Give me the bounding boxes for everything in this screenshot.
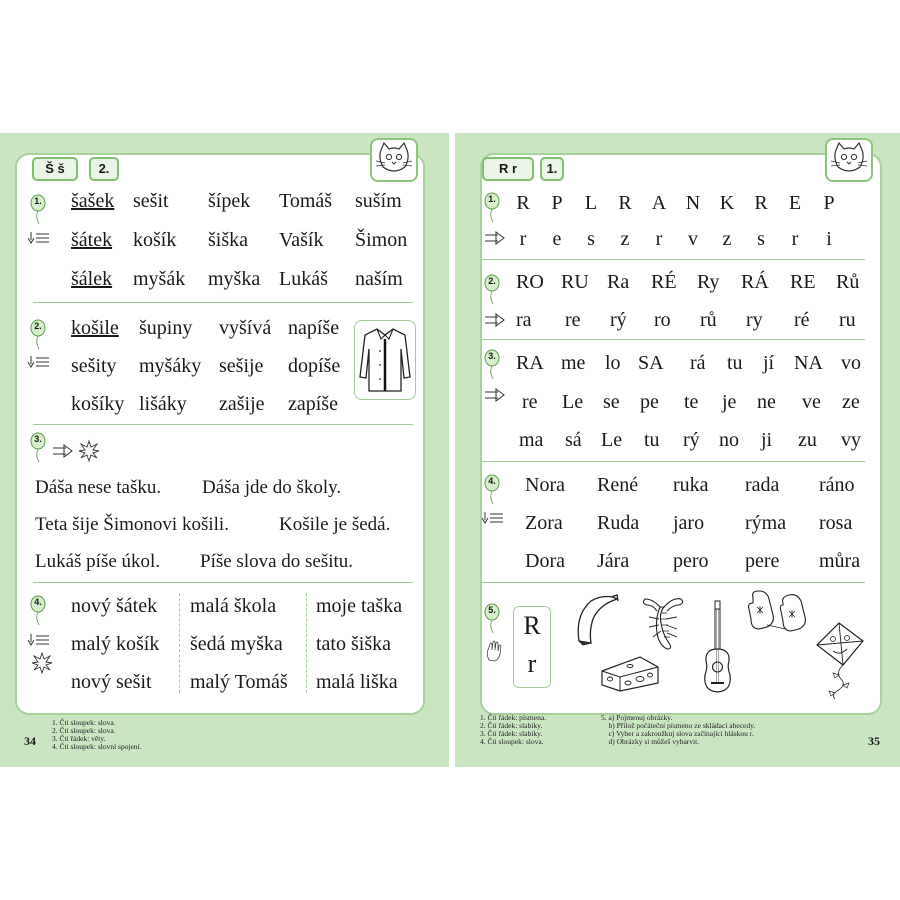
letter: r xyxy=(791,228,799,250)
letter: s xyxy=(757,228,765,250)
letter: N xyxy=(685,192,701,214)
shirt-icon xyxy=(355,321,415,399)
exercise-number: 1. xyxy=(34,196,42,206)
syllable: rů xyxy=(700,309,717,331)
balloon-icon xyxy=(484,350,502,380)
syllable: NA xyxy=(794,352,823,374)
balloon-icon xyxy=(30,433,48,463)
letter: s xyxy=(587,228,595,250)
syllable: ma xyxy=(519,429,544,451)
syllable: je xyxy=(722,391,737,413)
word: můra xyxy=(819,550,861,572)
syllable: vo xyxy=(841,352,861,374)
syllable: ze xyxy=(842,391,860,413)
letter: E xyxy=(788,192,802,214)
word: Dora xyxy=(525,550,565,572)
letter-card xyxy=(513,606,551,688)
syllable: ne xyxy=(757,391,776,413)
word: pere xyxy=(745,550,780,572)
star-burst-icon xyxy=(79,441,99,461)
page-number: 34 xyxy=(24,734,36,748)
word: suším xyxy=(355,190,402,212)
letter: i xyxy=(826,228,832,250)
balloon-icon xyxy=(484,604,502,634)
word: zašije xyxy=(219,393,265,415)
syllable: pe xyxy=(640,391,659,413)
letter: r xyxy=(655,228,663,250)
letter: z xyxy=(620,228,630,250)
syllable: ru xyxy=(839,309,856,331)
syllable: rý xyxy=(683,429,700,451)
word: sešit xyxy=(133,190,169,212)
letter: R xyxy=(754,192,768,214)
syllable: tu xyxy=(727,352,743,374)
word: rýma xyxy=(745,512,787,534)
divider xyxy=(482,259,865,260)
syllable: ra xyxy=(516,309,532,331)
phrase: malý Tomáš xyxy=(190,671,288,693)
letter: P xyxy=(823,192,835,214)
word: Nora xyxy=(525,474,565,496)
word: Šimon xyxy=(355,229,408,251)
phrase: malý košík xyxy=(71,633,160,655)
banana-icon xyxy=(573,593,621,649)
syllable: SA xyxy=(638,352,664,374)
word: šípek xyxy=(208,190,251,212)
exercise-number: 4. xyxy=(488,476,496,486)
letter-tag: R r xyxy=(482,157,534,181)
word: Lukáš xyxy=(279,268,328,290)
syllable: ve xyxy=(802,391,821,413)
word: rada xyxy=(745,474,780,496)
syllable: te xyxy=(684,391,699,413)
exercise-number: 5. xyxy=(488,605,496,615)
syllable: re xyxy=(565,309,581,331)
word: René xyxy=(597,474,639,496)
word: naším xyxy=(355,268,403,290)
letter: z xyxy=(722,228,732,250)
divider xyxy=(482,339,865,340)
exercise-number: 3. xyxy=(488,351,496,361)
syllable: jí xyxy=(763,352,775,374)
balloon-icon xyxy=(484,475,502,505)
arrow-down-lines-icon xyxy=(28,231,50,245)
mittens-icon xyxy=(747,589,809,637)
syllable: RA xyxy=(516,352,544,374)
phrase: malá škola xyxy=(190,595,277,617)
letter: R xyxy=(523,611,541,640)
lesson-number: 1. xyxy=(540,157,564,181)
balloon-icon xyxy=(484,193,502,223)
divider xyxy=(33,302,413,303)
phrase: nový sešit xyxy=(71,671,152,693)
sentence: Košile je šedá. xyxy=(279,514,391,535)
letter: A xyxy=(651,192,667,214)
divider xyxy=(482,461,865,462)
word: sešije xyxy=(219,355,264,377)
word: Vašík xyxy=(279,229,324,251)
word: šiška xyxy=(208,229,248,251)
phrase: malá liška xyxy=(316,671,398,693)
page-number: 35 xyxy=(868,734,880,748)
word: Ruda xyxy=(597,512,640,534)
sentence: Teta šije Šimonovi košili. xyxy=(35,514,229,535)
star-burst-icon xyxy=(32,653,52,673)
cheese-icon xyxy=(600,653,660,693)
instructions: 1. Čti řádek: písmena. 2. Čti řádek: slabiky. 3. Čti řádek: slabiky. 4. Čti sloupek: slova. xyxy=(480,713,547,746)
arrow-down-lines-icon xyxy=(482,511,504,525)
word: myšák xyxy=(133,268,186,290)
letter: K xyxy=(719,192,735,214)
arrow-right-icon xyxy=(484,314,506,326)
letter-tag: Š š xyxy=(32,157,78,181)
page-34 xyxy=(0,133,449,767)
arrow-down-lines-icon xyxy=(28,633,50,647)
letter: R xyxy=(618,192,632,214)
column-divider xyxy=(179,593,180,693)
kite-icon xyxy=(809,621,865,701)
arrow-right-icon xyxy=(52,445,74,457)
divider xyxy=(33,582,413,583)
word: košile xyxy=(71,317,119,339)
divider xyxy=(482,582,865,583)
word: sešity xyxy=(71,355,117,377)
arrow-right-icon xyxy=(484,389,506,401)
syllable: RO xyxy=(516,271,544,293)
syllable: re xyxy=(522,391,538,413)
phrase: nový šátek xyxy=(71,595,158,617)
syllable: Le xyxy=(601,429,623,451)
phrase: moje taška xyxy=(316,595,403,617)
word: ruka xyxy=(673,474,709,496)
letter: R xyxy=(516,192,530,214)
word: jaro xyxy=(673,512,705,534)
word: šašek xyxy=(71,190,115,212)
instructions: 1. Čti sloupek: slova. 2. Čti sloupek: slova. 3. Čti řádek: věty. 4. Čti sloupek: slovní spojení. xyxy=(52,718,142,751)
exercise-number: 1. xyxy=(488,194,496,204)
syllable: vy xyxy=(841,429,861,451)
letter: r xyxy=(527,649,537,678)
word: ráno xyxy=(819,474,855,496)
exercise-number: 4. xyxy=(34,597,42,607)
syllable: Ry xyxy=(697,271,720,293)
word: myška xyxy=(208,268,261,290)
syllable: ré xyxy=(794,309,810,331)
word: dopíše xyxy=(288,355,341,377)
syllable: ro xyxy=(654,309,671,331)
letter: r xyxy=(519,228,527,250)
word: košík xyxy=(133,229,177,251)
arrow-down-lines-icon xyxy=(28,355,50,369)
cat-icon xyxy=(825,138,873,182)
syllable: Le xyxy=(562,391,584,413)
sentence: Dáša nese tašku. xyxy=(35,477,162,498)
syllable: tu xyxy=(644,429,660,451)
balloon-icon xyxy=(30,195,48,225)
phrase: tato šiška xyxy=(316,633,391,655)
word: lišáky xyxy=(139,393,187,415)
letter: P xyxy=(551,192,563,214)
hand-icon xyxy=(485,640,503,662)
balloon-icon xyxy=(484,275,502,305)
word: Jára xyxy=(597,550,630,572)
syllable: rá xyxy=(690,352,706,374)
word: pero xyxy=(673,550,709,572)
instructions: 5. a) Pojmenuj obrázky. b) Přilož počáteční písmeno ze skládací abecedy. c) Vyber a zakroužkuj slova začínající hláskou r. d) Obrázky si můžeš vybarvit. xyxy=(601,713,756,746)
guitar-icon xyxy=(699,599,735,695)
syllable: ry xyxy=(746,309,763,331)
word: Tomáš xyxy=(279,190,333,212)
syllable: Ra xyxy=(607,271,630,293)
page-35 xyxy=(455,133,900,767)
exercise-number: 2. xyxy=(34,321,42,331)
syllable: sá xyxy=(565,429,582,451)
syllable: rý xyxy=(610,309,627,331)
word: šálek xyxy=(71,268,113,290)
divider xyxy=(33,424,413,425)
syllable: RÉ xyxy=(651,271,677,293)
cat-icon xyxy=(370,138,418,182)
word: šupiny xyxy=(139,317,193,339)
syllable: RU xyxy=(561,271,589,293)
syllable: se xyxy=(603,391,620,413)
phrase: šedá myška xyxy=(190,633,283,655)
word: myšáky xyxy=(139,355,202,377)
syllable: no xyxy=(719,429,739,451)
word: vyšívá xyxy=(219,317,272,339)
balloon-icon xyxy=(30,596,48,626)
syllable: lo xyxy=(605,352,621,374)
syllable: zu xyxy=(798,429,817,451)
word: Zora xyxy=(525,512,563,534)
arrow-right-icon xyxy=(484,232,506,244)
syllable: Rů xyxy=(836,271,860,293)
letter: L xyxy=(584,192,598,214)
lesson-number: 2. xyxy=(89,157,119,181)
sentence: Dáša jde do školy. xyxy=(202,477,342,498)
letter: e xyxy=(552,228,562,250)
word: košíky xyxy=(71,393,125,415)
column-divider xyxy=(306,593,307,693)
sentence: Píše slova do sešitu. xyxy=(200,551,354,572)
syllable: me xyxy=(561,352,586,374)
syllable: RE xyxy=(790,271,816,293)
shirt-picture xyxy=(354,320,416,400)
crayfish-icon xyxy=(639,593,689,651)
syllable: RÁ xyxy=(741,271,769,293)
balloon-icon xyxy=(30,320,48,350)
exercise-number: 2. xyxy=(488,276,496,286)
word: napíše xyxy=(288,317,340,339)
word: rosa xyxy=(819,512,853,534)
sentence: Lukáš píše úkol. xyxy=(35,551,161,572)
syllable: ji xyxy=(761,429,773,451)
word: zapíše xyxy=(288,393,338,415)
word: šátek xyxy=(71,229,113,251)
exercise-number: 3. xyxy=(34,434,42,444)
letter: v xyxy=(688,228,698,250)
